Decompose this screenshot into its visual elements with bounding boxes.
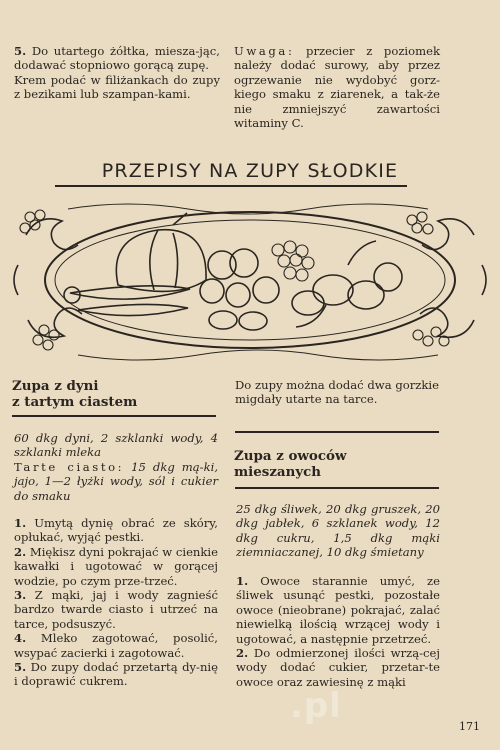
section-title-rule: [55, 185, 407, 187]
list-item: 5. Do zupy dodać przetartą dy-nię i doprawić cukrem.: [14, 660, 218, 689]
note: Uwaga: przecier z poziomek należy dodać surowy, aby przez ogrzewanie nie wydobyć gorz-kiego smaku z ziarenek, a tak-że nie zmniejszyć zawartości witaminy C.: [234, 44, 440, 131]
column-rule: [235, 431, 439, 433]
list-item: 1. Umytą dynię obrać ze skóry, opłukać, wyjąć pestki.: [14, 516, 218, 545]
recipe-2-title: Zupa z owoców mieszanych: [234, 448, 347, 480]
recipe-2-title-rule: [235, 487, 439, 489]
dough-label: Tarte ciasto:: [14, 459, 125, 474]
recipe-1-ingredients: 60 dkg dyni, 2 szklanki wody, 4 szklanki mleka Tarte ciasto: 15 dkg mą-ki, jajo, 1—2 łyżki wody, sól i cukier do smaku: [14, 431, 219, 503]
vegetables-illustration: [8, 195, 492, 365]
watermark: .pl: [290, 686, 342, 726]
recipe-1-title-rule: [12, 415, 216, 417]
list-item: 2. Do odmierzonej ilości wrzą-cej wody dodać cukier, przetar-te owoce oraz zawiesinę z mąki: [236, 646, 440, 689]
section-title: PRZEPISY NA ZUPY SŁODKIE: [101, 160, 399, 182]
page-number: 171: [459, 720, 480, 733]
recipe-1-steps: [14, 516, 218, 689]
note-label: Uwaga:: [234, 44, 295, 58]
list-item: 4. Mleko zagotować, posolić, wsypać zacierki i zagotować.: [14, 631, 218, 660]
serving-note: Krem podać w filiżankach do zupy z bezikami lub szampan-kami.: [14, 72, 220, 102]
recipe-1-extra-note: Do zupy można dodać dwa gorzkie migdały utarte na tarce.: [235, 378, 439, 407]
top-left-column: [14, 44, 220, 102]
step-5: 5. Do utartego żółtka, miesza-jąc, dodawać stopniowo gorącą zupę.: [14, 44, 220, 73]
recipe-2-ingredients: 25 dkg śliwek, 20 dkg gruszek, 20 dkg jabłek, 6 szklanek wody, 12 dkg cukru, 1,5 dkg mąki ziemniaczanej, 10 dkg śmietany: [236, 502, 440, 560]
recipe-2-steps: [236, 574, 440, 689]
list-item: 1. Owoce starannie umyć, ze śliwek usunąć pestki, pozostałe owoce (nieobrane) pokrajać, zalać niewielką ilością wrzącej wody i ugotować, a następnie przetrzeć.: [236, 574, 440, 646]
list-item: 3. Z mąki, jaj i wody zagnieść bardzo twarde ciasto i utrzeć na tarce, podsuszyć.: [14, 588, 218, 631]
recipe-1-title: Zupa z dyni z tartym ciastem: [12, 378, 138, 410]
top-right-column: [234, 44, 440, 130]
list-item: 2. Miękisz dyni pokrajać w cienkie kawałki i ugotować w gorącej wodzie, po czym prze-trzeć.: [14, 544, 218, 588]
